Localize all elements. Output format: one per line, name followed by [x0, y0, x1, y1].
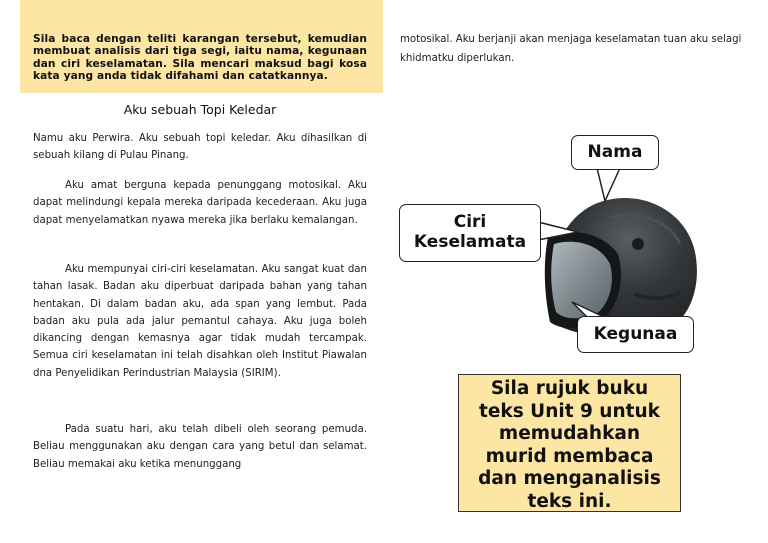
callout-ciri-line1: Ciri — [453, 212, 487, 232]
essay-paragraph-3: Aku mempunyai ciri-ciri keselamatan. Aku sangat kuat dan tahan lasak. Badan aku diperbuat daripada bahan yang tahan hentakan. Di dalam badan aku, ada span yang lembut. Pada badan aku pula ada jalur pemantul cahaya. Aku juga boleh dikancing dengan kemasnya agar tidak mudah tercampak. Semua ciri keselamatan ini telah disahkan oleh Institut Piawalan dna Penyelidikan Perindustrian Malaysia (SIRIM). — [33, 264, 367, 379]
note-line-6: teks ini. — [527, 490, 612, 512]
callout-nama: Nama — [571, 135, 659, 170]
essay-paragraph-4: Pada suatu hari, aku telah dibeli oleh seorang pemuda. Beliau menggunakan aku dengan cara yang betul dan selamat. Beliau memakai aku ketika menunggang — [33, 424, 367, 470]
note-line-2: teks Unit 9 untuk — [479, 400, 660, 422]
note-line-4: murid membaca — [485, 445, 654, 467]
essay-paragraph-2: Aku amat berguna kepada penunggang motosikal. Aku dapat melindungi kepala mereka daripada kecederaan. Aku juga dapat menyelamatkan nyawa mereka jika berlaku kemalangan. — [33, 180, 367, 226]
essay-paragraph-1: Namu aku Perwira. Aku sebuah topi keledar. Aku dihasilkan di sebuah kilang di Pulau Pinang. — [33, 133, 367, 162]
callout-ciri-line2: Keselamata — [413, 232, 527, 252]
callout-ciri-keselamatan — [399, 204, 541, 262]
note-box — [458, 374, 681, 512]
instruction-text: Sila baca dengan teliti karangan tersebut, kemudian membuat analisis dari tiga segi, iaitu nama, kegunaan dan ciri keselamatan. Sila mencari maksud bagi kosa kata yang anda tidak difahami dan catatkannya. — [33, 33, 367, 82]
note-line-5: dan menganalisis — [478, 468, 661, 490]
essay-continuation: motosikal. Aku berjanji akan menjaga keselamatan tuan aku selagi khidmatku diperlukan. — [400, 34, 742, 64]
note-line-3: memudahkan — [498, 423, 641, 445]
callout-kegunaan: Kegunaa — [577, 316, 694, 353]
note-line-1: Sila rujuk buku — [490, 378, 649, 399]
essay-title: Aku sebuah Topi Keledar — [123, 102, 277, 117]
